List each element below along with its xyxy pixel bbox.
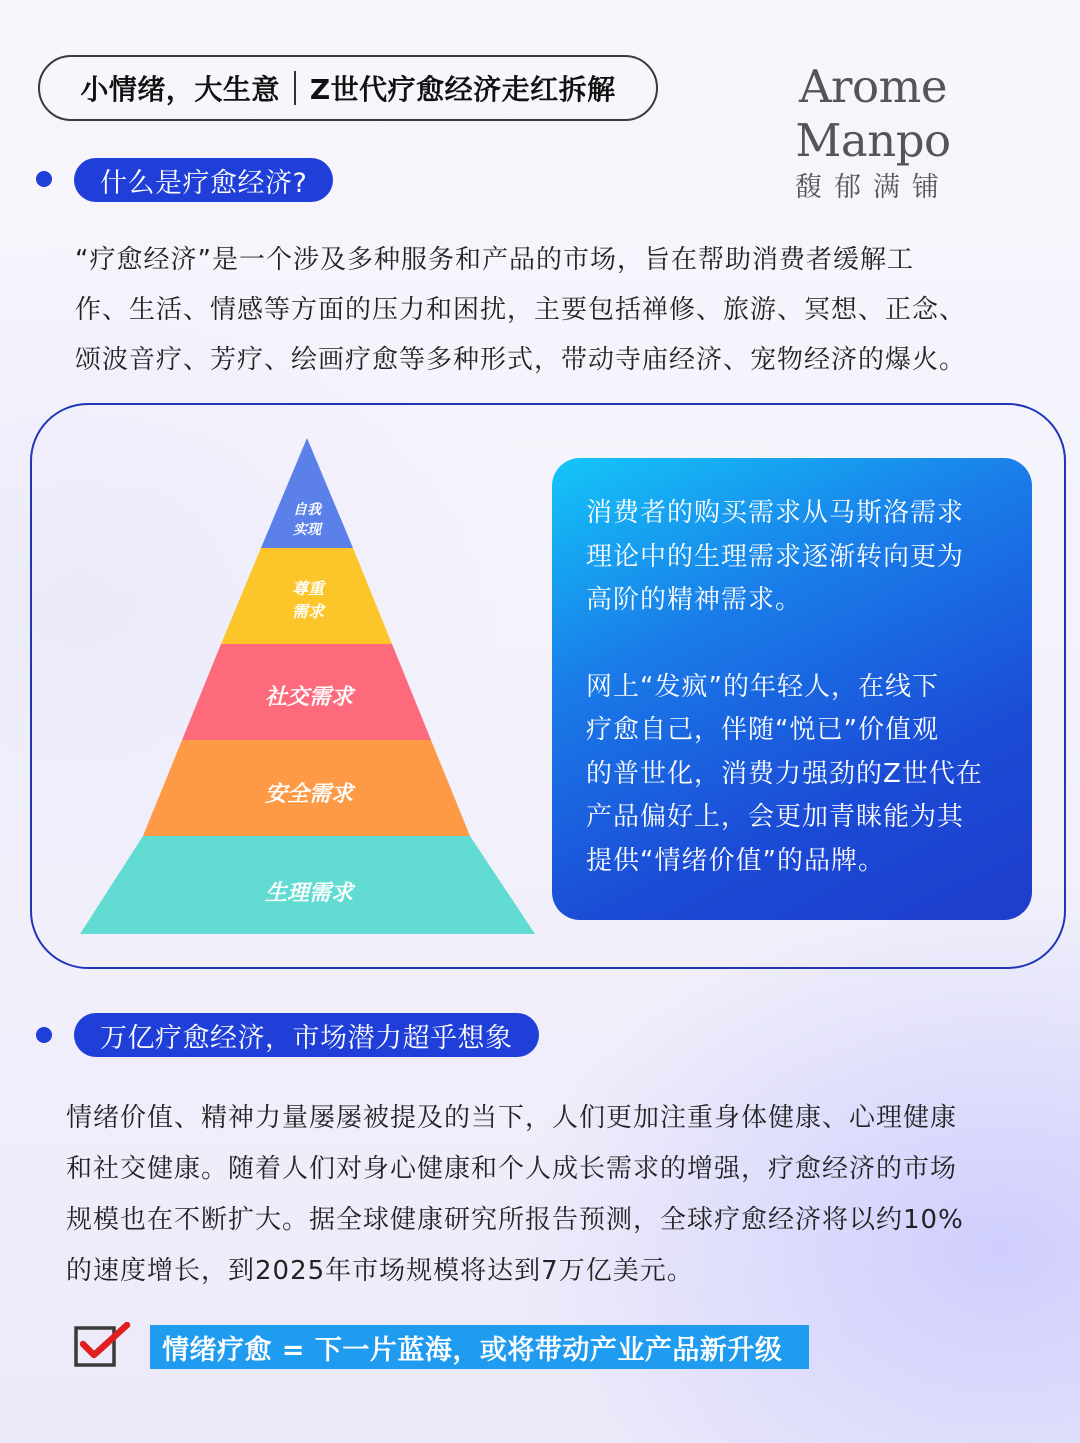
section2-paragraph [66,1093,1056,1297]
insight-line: 的普世化，消费力强劲的Z世代在 [586,758,983,789]
brand-logo [738,60,1008,206]
consumer-insight-box [552,458,1032,920]
pyramid-label-physiological: 生理需求 [264,881,354,906]
paragraph-line: 的速度增长，到2025年市场规模将达到7万亿美元。 [66,1256,694,1286]
paragraph-line: 和社交健康。随着人们对身心健康和个人成长需求的增强，疗愈经济的市场 [66,1154,958,1184]
pyramid-label-social: 社交需求 [264,685,354,710]
pyramid-label-safety: 安全需求 [264,782,354,807]
paragraph-line: 情绪价值、精神力量屡屡被提及的当下，人们更加注重身体健康、心理健康 [66,1103,958,1133]
pyramid-label-esteem-2: 需求 [291,602,325,621]
page-title [38,55,658,121]
insight-line: 高阶的精神需求。 [586,585,803,615]
insight-line: 疗愈自己，伴随“悦已”价值观 [586,715,939,745]
paragraph-line: 作、生活、情感等方面的压力和困扰，主要包括禅修、旅游、冥想、正念、 [75,295,967,325]
insight-line: 产品偏好上，会更加青睐能为其 [586,802,965,832]
pyramid-label-esteem-1: 尊重 [291,579,325,598]
bullet-dot-icon [36,171,52,187]
insight-line: 消费者的购买需求从马斯洛需求 [586,498,965,528]
title-left: 小情绪，大生意 [80,73,280,106]
brand-logo-cn: 馥郁满铺 [795,172,951,203]
pyramid-label-self-2: 实现 [293,522,321,538]
title-right: Z世代疗愈经济走红拆解 [309,73,616,106]
highlight-banner: 情绪疗愈 = 下一片蓝海，或将带动产业产品新升级 [150,1325,809,1369]
insight-paragraph-2 [586,666,1012,884]
section-heading-what-is: 什么是疗愈经济? [74,158,333,202]
section-heading-market: 万亿疗愈经济，市场潜力超乎想象 [74,1013,539,1057]
checkbox-check-icon [74,1322,132,1368]
insight-line: 提供“情绪价值”的品牌。 [586,845,885,876]
paragraph-line: 规模也在不断扩大。据全球健康研究所报告预测，全球疗愈经济将以约10% [66,1205,964,1235]
brand-logo-en: Arome Manpo [795,60,951,167]
insight-paragraph-1 [586,492,1012,623]
paragraph-line: 颂波音疗、芳疗、绘画疗愈等多种形式，带动寺庙经济、宠物经济的爆火。 [75,345,967,375]
maslow-pyramid [78,438,538,938]
section1-paragraph [75,235,1025,385]
pyramid-label-self-1: 自我 [293,502,321,518]
insight-line: 网上“发疯”的年轻人，在线下 [586,671,939,702]
insight-line: 理论中的生理需求逐渐转向更为 [586,541,965,572]
title-divider [294,71,296,105]
bullet-dot-icon [36,1027,52,1043]
paragraph-line: “疗愈经济”是一个涉及多种服务和产品的市场，旨在帮助消费者缓解工 [75,245,914,275]
